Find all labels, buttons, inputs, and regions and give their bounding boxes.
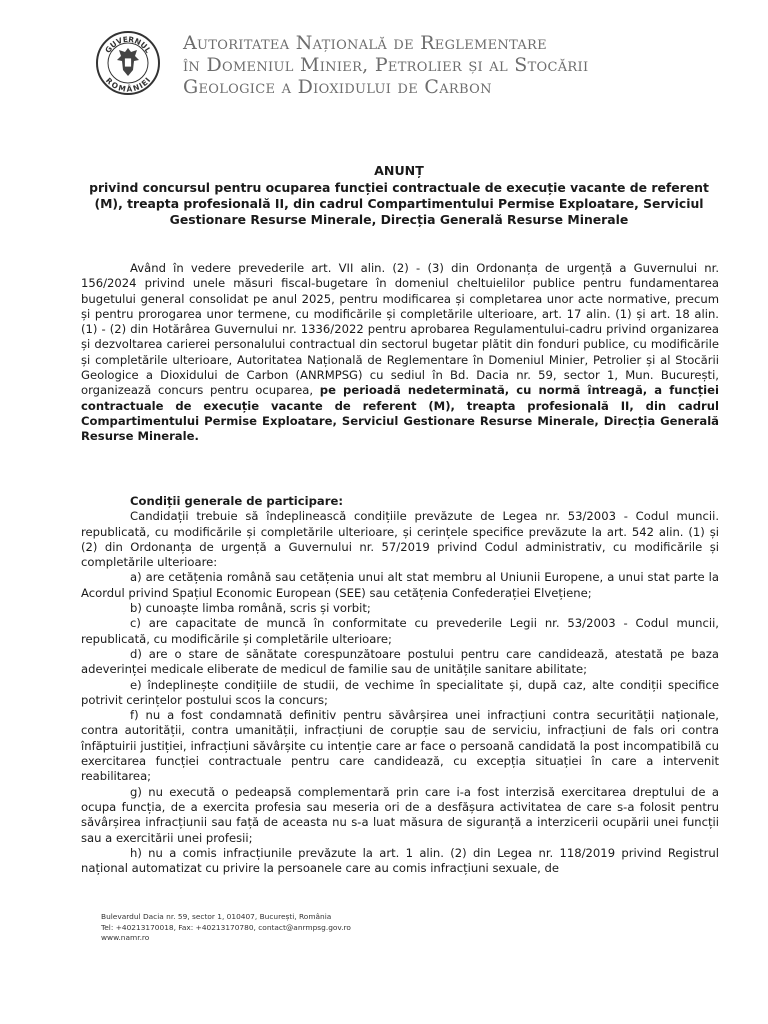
condition-item: f) nu a fost condamnată definitiv pentru săvârșirea unei infracțiuni contra securității naționale, contra autorității, contra umanității, infracțiuni de corupție sau de serviciu, infracțiuni de fals ori contra înfăptuirii justiției, infracțiuni săvârșite cu intenție care ar face o persoană candidată la post incompatibilă cu exercitarea funcției contractuale pentru care candidează, cu excepția situației în care a intervenit reabilitarea; — [81, 708, 719, 784]
conditions-intro: Candidații trebuie să îndeplinească condițiile prevăzute de Legea nr. 53/2003 - Codul muncii. republicată, cu modificările și completările ulterioare, și cerințele specifice prevăzute la art. 542 alin. (1) și (2) din Ordonanța de urgență a Guvernului nr. 57/2019 privind Codul administrativ, cu modificările și completările ulterioare: — [81, 509, 719, 570]
intro-bold-text: pe perioadă nedeterminată, cu normă întreagă, a funcției contractuale de execuție vacante de referent (M), treapta profesională II, din cadrul Compartimentului Permise Exploatare, Serviciul Gestionare Resurse Minerale, Direcția Generală Resurse Minerale. — [81, 383, 719, 444]
footer-address: Bulevardul Dacia nr. 59, sector 1, 010407, București, România — [101, 912, 332, 921]
condition-item: h) nu a comis infracțiunile prevăzute la art. 1 alin. (2) din Legea nr. 118/2019 privind Registrul național automatizat cu privire la persoanele care au comis infracțiuni sexuale, de — [81, 845, 719, 876]
condition-item: a) are cetățenia română sau cetățenia unui alt stat membru al Uniunii Europene, a unui stat parte la Acordul privind Spațiul Economic European (SEE) sau cetățenia Confederației Elvețiene; — [81, 570, 719, 600]
condition-item: b) cunoaște limba română, scris și vorbit; — [130, 601, 371, 616]
condition-item: g) nu execută o pedeapsă complementară prin care i-a fost interzisă exercitarea dreptului de a ocupa funcția, de a exercita profesia sau meseria ori de a desfășura activitatea de care s-a folosit pentru săvârșirea infracțiunii sau față de aceasta nu s-a luat măsura de siguranță a interzicerii ocupării unei funcții sau a exercitării unei profesii; — [81, 784, 719, 845]
intro-text: Având în vedere prevederile art. VII alin. (2) - (3) din Ordonanța de urgență a Guvernului nr. 156/2024 privind unele măsuri fiscal-bugetare în domeniul cheltuielilor publice pentru fundamentarea bugetului general consolidat pe anul 2025, pentru modificarea și completarea unor acte normative, precum și pentru prorogarea unor termene, cu modificările și completările ulterioare, art. 17 alin. (1) și art. 18 alin. (1) - (2) din Hotărârea Guvernului nr. 1336/2022 pentru aprobarea Regulamentului-cadru privind organizarea și dezvoltarea carierei personalului contractual din sectorul bugetar plătit din fonduri publice, cu modificările și completările ulterioare, Autoritatea Națională de Reglementare în Domeniul Minier, Petrolier și al Stocării Geologice a Dioxidului de Carbon (ANRMPSG) cu sediul în Bd. Dacia nr. 59, sector 1, Mun. București, organizează concurs pentru ocuparea, — [81, 261, 719, 398]
conditions-section — [81, 494, 719, 876]
anunt-heading: ANUNȚ — [374, 163, 424, 178]
svg-text:GUVERNUL: GUVERNUL — [103, 34, 153, 55]
title-line-2: (M), treapta profesională II, din cadrul Compartimentului Permise Exploatare, Serviciul — [94, 196, 704, 211]
government-seal-logo — [95, 30, 161, 96]
condition-item: d) are o stare de sănătate corespunzătoare postului pentru care candidează, atestată pe baza adeverinței medicale eliberate de medicul de familie sau de unitățile sanitare abilitate; — [81, 646, 719, 677]
title-line-3: Gestionare Resurse Minerale, Direcția Generală Resurse Minerale — [169, 212, 629, 227]
conditions-heading: Condiții generale de participare: — [130, 494, 343, 508]
intro-paragraph — [81, 261, 719, 445]
footer-contact: Tel: +40213170018, Fax: +40213170780, contact@anrmpsg.gov.ro — [101, 922, 351, 932]
condition-item: c) are capacitate de muncă în conformitate cu prevederile Legii nr. 53/2003 - Codul muncii, republicată, cu modificările și completările ulterioare; — [81, 616, 719, 646]
condition-item: e) îndeplinește condițiile de studii, de vechime în specialitate și, după caz, alte condiții specifice potrivit cerințelor postului scos la concurs; — [81, 677, 719, 707]
page-footer — [101, 912, 351, 944]
org-name-line-1: Autoritatea Națională de Reglementare — [183, 32, 547, 54]
announcement-title — [86, 163, 712, 228]
org-name-line-2: în Domeniul Minier, Petrolier și al Stocării — [183, 54, 589, 76]
org-name-line-3: Geologice a Dioxidului de Carbon — [183, 76, 492, 98]
title-line-1: privind concursul pentru ocuparea funcției contractuale de execuție vacante de referent — [89, 180, 709, 195]
organization-header — [183, 32, 743, 98]
footer-website: www.namr.ro — [101, 933, 150, 942]
svg-text:ROMÂNIEI: ROMÂNIEI — [103, 75, 153, 94]
